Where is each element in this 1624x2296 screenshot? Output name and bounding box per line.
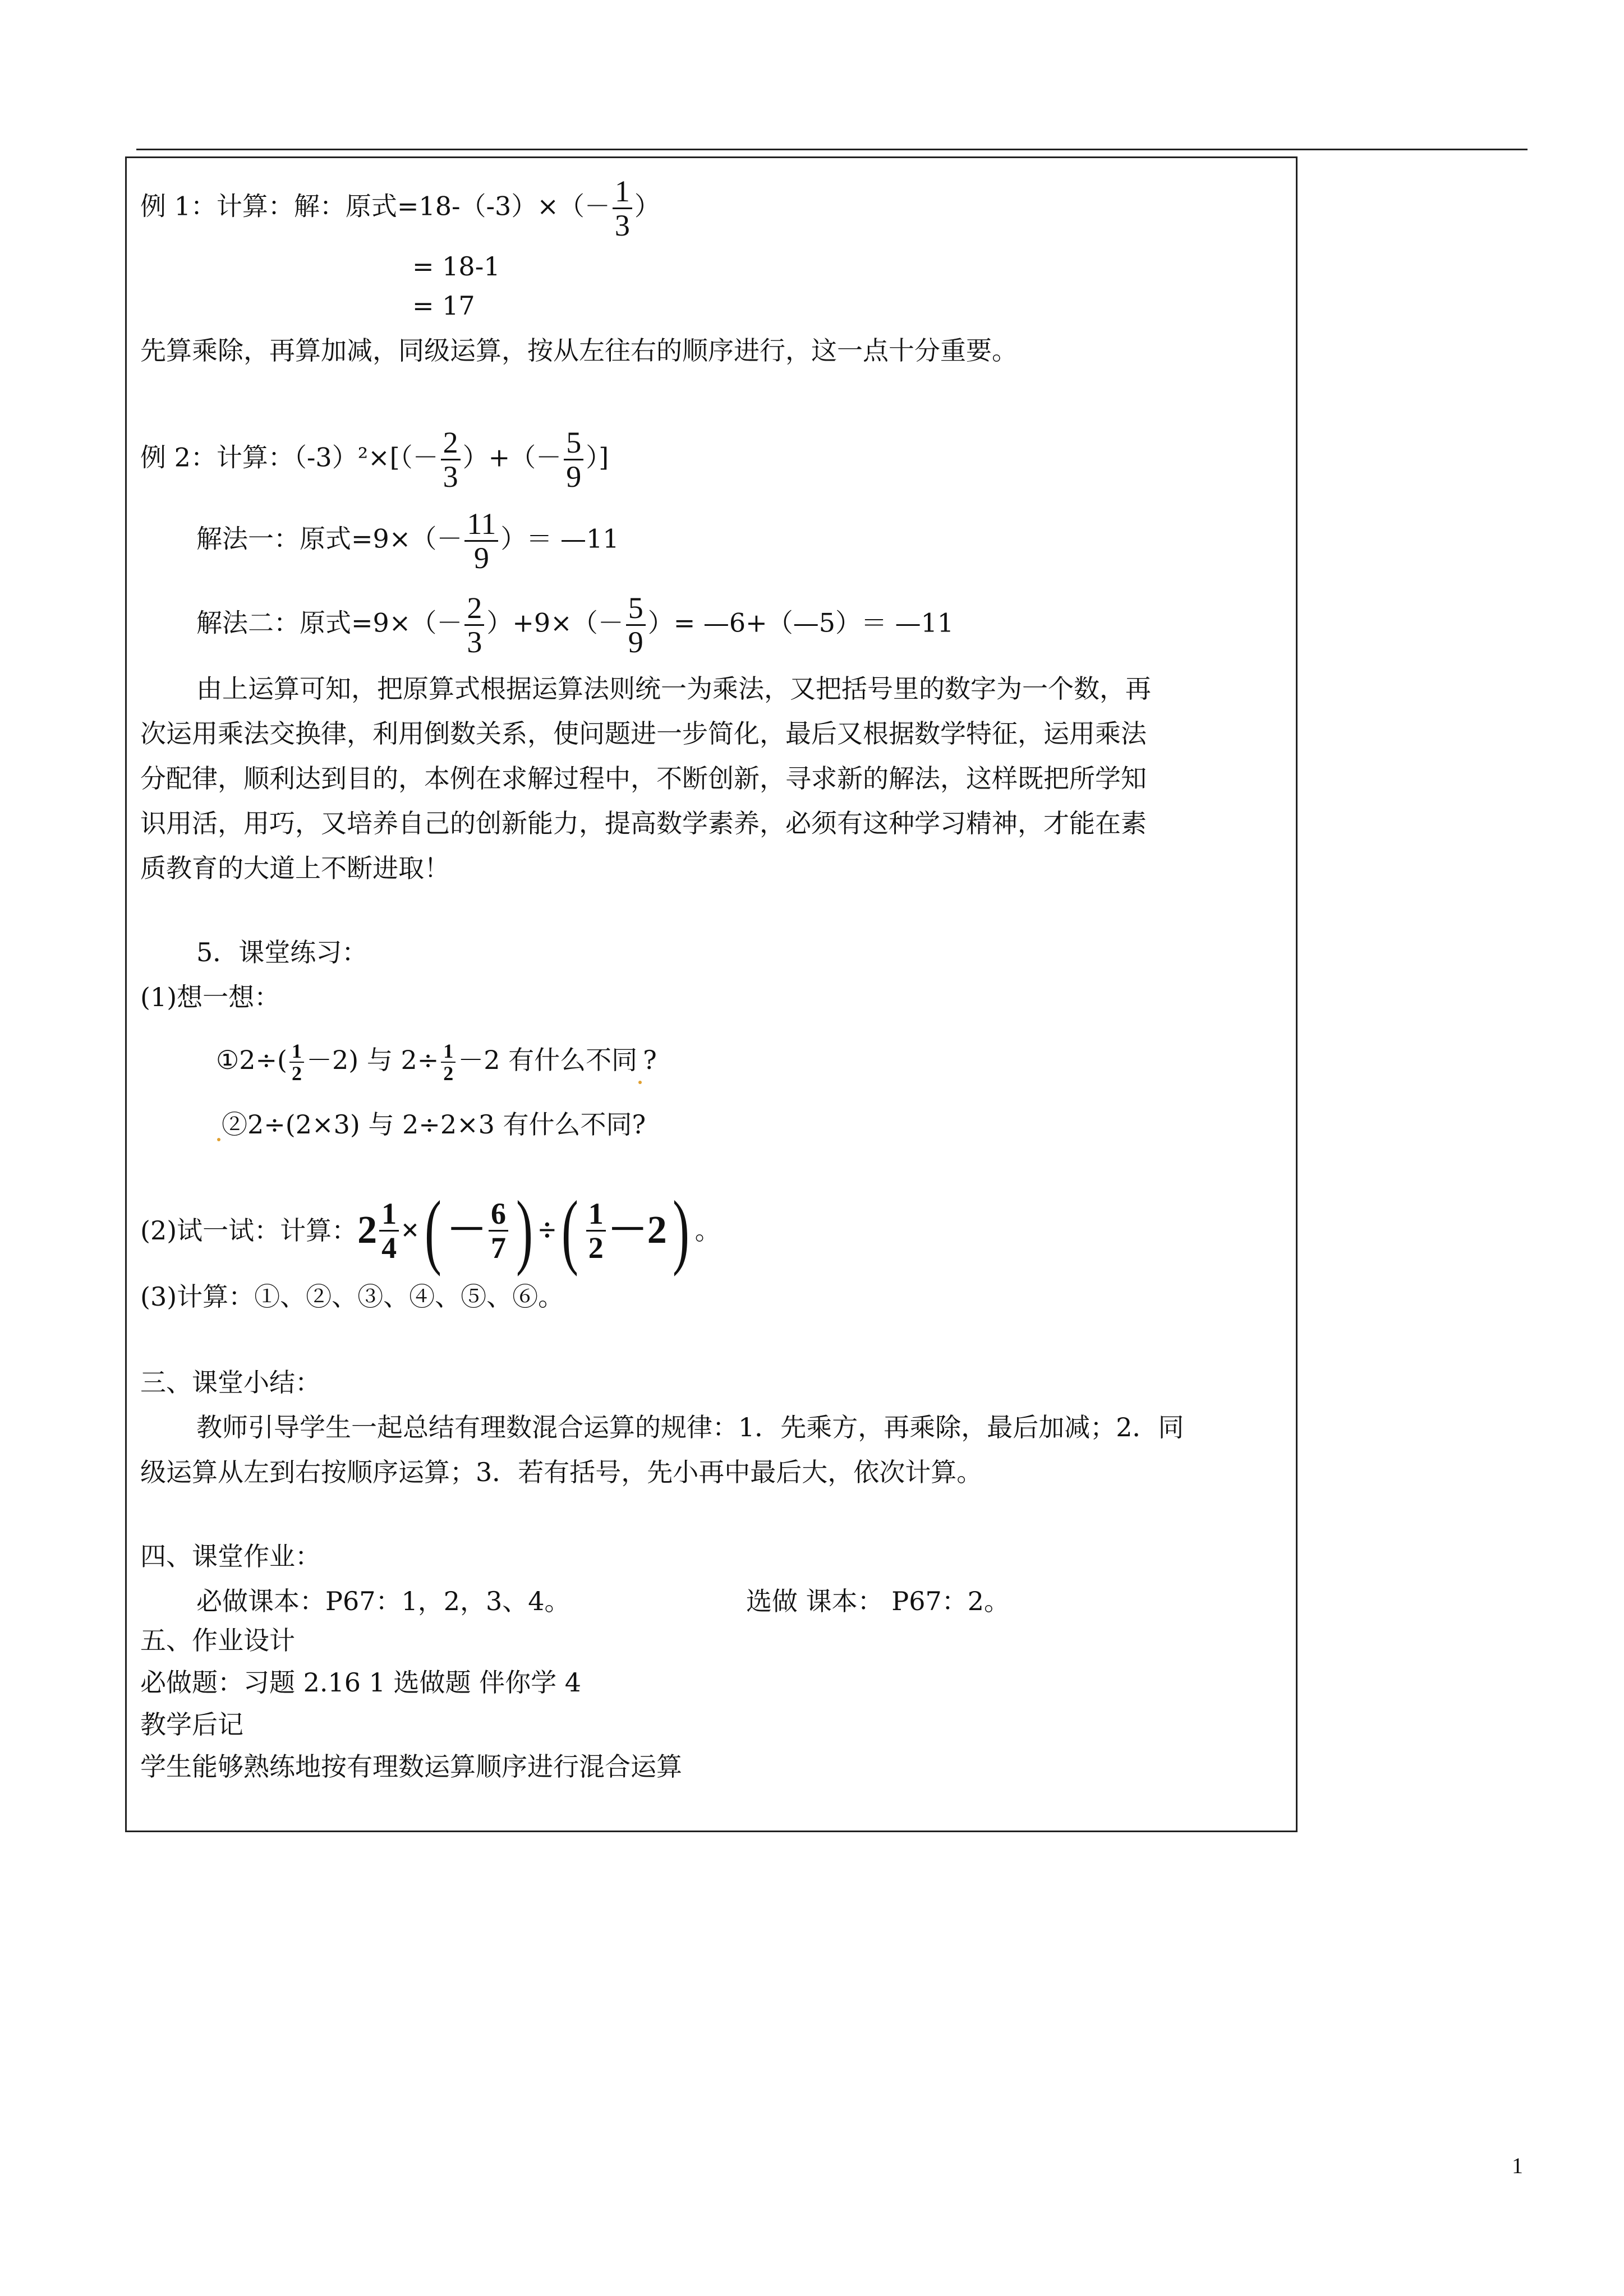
example2-solution2: 解法二：原式=9×（－ $\frac{2}{3}$ ）+9×（－ $\frac{5}{9}$ ）= —6+（—5）＝ —11 <box>196 591 954 659</box>
marker-dot <box>638 1081 642 1084</box>
paragraph-line: 由上运算可知，把原算式根据运算法则统一为乘法，又把括号里的数字为一个数，再 <box>196 674 1151 704</box>
content-frame <box>125 156 1298 1832</box>
paragraph-line: 识用活，用巧，又培养自己的创新能力，提高数学素养，必须有这种学习精神，才能在素 <box>140 808 1147 838</box>
notes-heading: 教学后记 <box>140 1709 243 1740</box>
example2-solution1: 解法一：原式=9×（－ $\frac{11}{9}$ ）＝ —11 <box>196 507 619 575</box>
notes-line: 学生能够熟练地按有理数运算顺序进行混合运算 <box>140 1751 682 1782</box>
homework-heading: 四、课堂作业： <box>140 1541 321 1571</box>
fraction: $\frac{2}{3}$ <box>441 426 461 493</box>
design-line: 必做题：习题 2.16 1 选做题 伴你学 4 <box>140 1667 582 1698</box>
fraction: $\frac{2}{3}$ <box>464 592 484 658</box>
fraction: $\frac{5}{9}$ <box>564 426 583 493</box>
example1-line1: 例 1：计算：解：原式=18-（-3）×（－ $\frac{1}{3}$ ） <box>140 174 660 242</box>
practice-q1a: ①2÷( $\frac{1}{2}$ －2) 与 2÷ $\frac{1}{2}$ －2 有什么不同 ? <box>216 1040 657 1085</box>
practice-q2: (2)试一试：计算：2 $\frac{1}{4}$ ×( － $\frac{6}{7}$ ) ÷( $\frac{1}{2}$ －2) 。 <box>140 1184 721 1277</box>
paragraph-line: 质教育的大道上不断进取！ <box>140 853 450 883</box>
summary-line1: 教师引导学生一起总结有理数混合运算的规律：1．先乘方，再乘除，最后加减；2．同 <box>196 1412 1184 1442</box>
design-heading: 五、作业设计 <box>140 1625 295 1656</box>
fraction: $\frac{6}{7}$ <box>489 1197 508 1264</box>
practice-heading: 5．课堂练习： <box>196 937 368 967</box>
page-number: 1 <box>1512 2153 1523 2178</box>
fraction: $\frac{11}{9}$ <box>464 508 498 574</box>
fraction: $\frac{1}{2}$ <box>289 1040 304 1084</box>
practice-q1: (1)想一想： <box>140 982 280 1012</box>
example1-prefix: 例 1：计算：解：原式=18-（-3）×（－ <box>140 191 610 222</box>
fraction: $\frac{1}{3}$ <box>613 175 632 242</box>
left-paren: ( <box>561 1184 578 1277</box>
right-paren: ) <box>516 1184 533 1277</box>
homework-required: 必做课本：P67：1，2，3、4。 <box>196 1586 571 1616</box>
right-paren: ) <box>672 1184 689 1277</box>
practice-q3: (3)计算：①、②、③、④、⑤、⑥。 <box>140 1281 564 1312</box>
fraction: $\frac{5}{9}$ <box>626 592 646 658</box>
summary-heading: 三、课堂小结： <box>140 1367 321 1398</box>
header-rule <box>136 149 1528 150</box>
fraction: $\frac{1}{4}$ <box>379 1197 399 1264</box>
example1-step1: = 18-1 <box>412 251 500 282</box>
example1-note: 先算乘除，再算加减，同级运算，按从左往右的顺序进行，这一点十分重要。 <box>140 335 1018 366</box>
homework-optional: 选做 课本： P67：2。 <box>746 1586 1010 1616</box>
paragraph-line: 分配律，顺利达到目的，本例在求解过程中，不断创新，寻求新的解法，这样既把所学知 <box>140 763 1147 794</box>
example2-title: 例 2：计算：（-3）²×[（－ $\frac{2}{3}$ ）+（－ $\frac{5}{9}$ ）] <box>140 426 609 494</box>
paragraph-line: 次运用乘法交换律，利用倒数关系，使问题进一步简化，最后又根据数学特征，运用乘法 <box>140 718 1147 749</box>
marker-dot <box>217 1138 220 1141</box>
fraction: $\frac{1}{2}$ <box>441 1040 456 1084</box>
summary-line2: 级运算从左到右按顺序运算；3．若有括号，先小再中最后大，依次计算。 <box>140 1457 983 1487</box>
fraction: $\frac{1}{2}$ <box>586 1197 606 1264</box>
example1-step2: = 17 <box>412 291 475 321</box>
practice-q1b: ②2÷(2×3) 与 2÷2×3 有什么不同? <box>216 1108 646 1141</box>
left-paren: ( <box>425 1184 442 1277</box>
